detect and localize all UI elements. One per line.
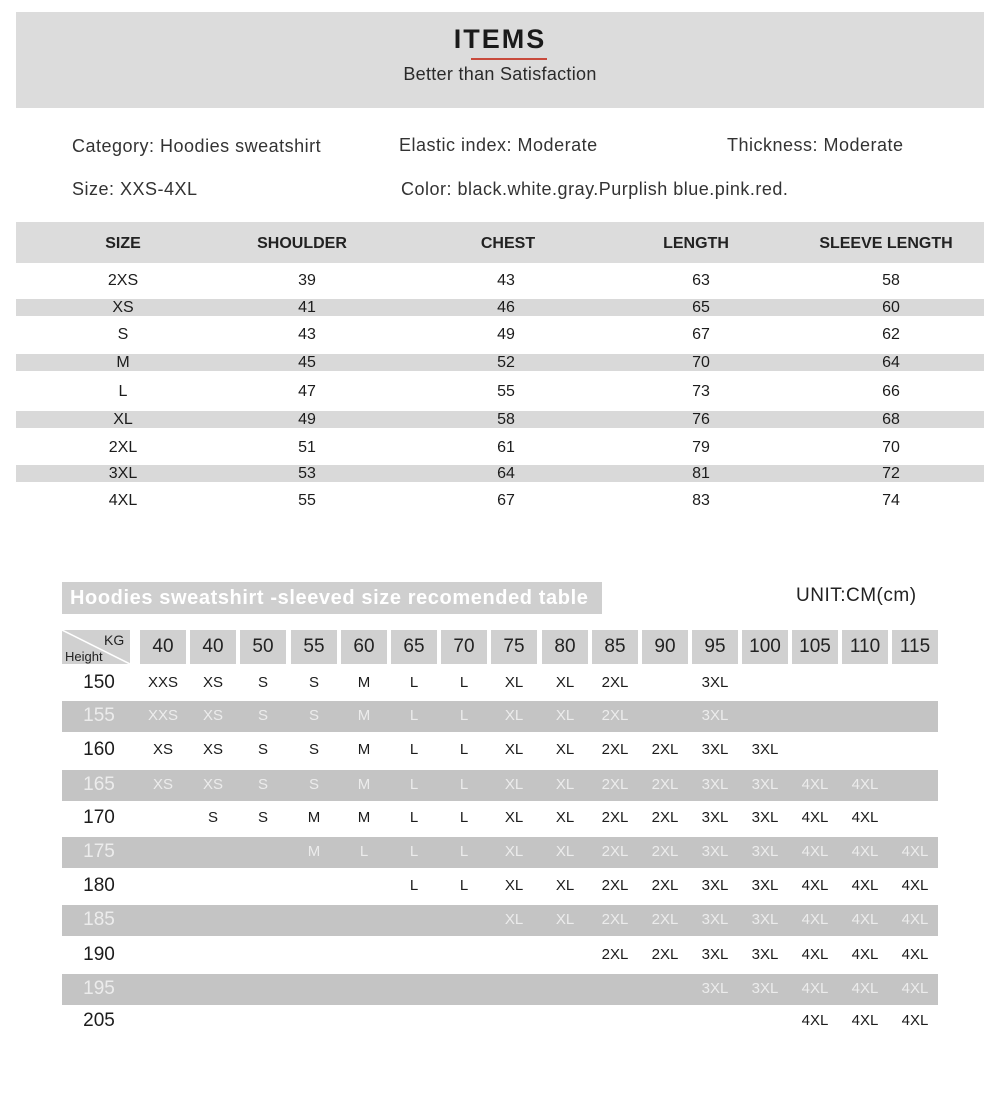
recommend-cell: 3XL [751,946,779,963]
recommend-cell: 4XL [851,1012,879,1029]
recommend-cell: XL [504,776,524,793]
recommend-cell: 3XL [751,911,779,928]
size-chart-cell: 63 [692,272,710,289]
recommend-cell: XS [202,707,223,724]
weight-header-cell: 80 [542,630,588,664]
height-cell: 175 [83,841,115,862]
weight-header-cell: 95 [692,630,738,664]
weight-header-cell: 40 [140,630,186,664]
recommend-cell: 3XL [701,946,729,963]
size-chart-cell: 2XS [107,272,139,289]
recommend-cell: 2XL [601,946,629,963]
page-title: ITEMS [453,24,547,54]
size-chart-cell: 41 [298,299,316,316]
recommend-cell: L [459,843,469,860]
size-chart-cell: S [117,326,129,343]
recommend-cell: M [357,707,371,724]
recommend-cell: 3XL [751,843,779,860]
size-chart-cell: 4XL [108,492,138,509]
size-chart-cell: 58 [882,272,900,289]
recommend-cell: L [409,707,419,724]
recommend-cell: L [359,843,369,860]
size-chart-cell: 62 [882,326,900,343]
recommend-cell: M [357,674,371,691]
info-color: Color: black.white.gray.Purplish blue.pink.red. [401,179,789,199]
kg-label: KG [104,632,125,648]
recommend-cell: L [459,741,469,758]
weight-header-cell: 105 [792,630,838,664]
size-chart-header-sleeve: SLEEVE LENGTH [819,235,953,252]
size-chart-cell: 61 [497,439,515,456]
size-chart-cell: 79 [692,439,710,456]
height-label: Height [65,649,103,664]
recommend-cell: 3XL [701,843,729,860]
recommend-cell: XS [152,741,173,758]
unit-label: UNIT:CM(cm) [796,585,917,606]
recommend-cell: L [409,741,419,758]
info-elastic: Elastic index: Moderate [399,135,598,155]
recommend-cell: S [207,809,218,826]
height-cell: 165 [83,774,115,795]
recommend-cell: S [257,674,268,691]
recommend-cell: XL [555,741,575,758]
weight-header-cell: 60 [341,630,387,664]
recommend-cell: XL [504,877,524,894]
size-chart-cell: 73 [692,383,710,400]
recommend-cell: L [459,776,469,793]
size-chart-cell: 67 [692,326,710,343]
size-chart-cell: 39 [298,272,316,289]
recommend-cell: XL [504,707,524,724]
recommend-cell: 4XL [901,980,929,997]
size-chart-cell: 53 [298,465,316,482]
recommend-cell: 2XL [601,911,629,928]
height-cell: 155 [83,705,115,726]
header-banner [16,12,984,108]
recommend-cell: S [257,707,268,724]
size-chart-cell: 64 [882,354,900,371]
weight-header-cell: 50 [240,630,286,664]
recommend-cell: 4XL [801,809,829,826]
recommend-cell: S [257,776,268,793]
recommend-cell: 4XL [851,843,879,860]
recommend-cell: 4XL [901,911,929,928]
recommend-cell: XL [555,707,575,724]
recommend-cell: XL [555,776,575,793]
recommend-cell: 4XL [901,877,929,894]
recommend-cell: L [409,674,419,691]
size-chart-cell: 55 [298,492,316,509]
recommend-cell: 4XL [801,843,829,860]
recommend-cell: S [308,776,319,793]
size-chart-cell: 46 [497,299,515,316]
recommend-cell: 2XL [601,674,629,691]
size-chart-cell: 67 [497,492,515,509]
recommend-cell: 4XL [901,843,929,860]
size-chart-cell: 65 [692,299,710,316]
height-cell: 160 [83,739,115,760]
recommend-cell: 4XL [801,877,829,894]
recommend-cell: 3XL [701,776,729,793]
recommend-cell: L [459,877,469,894]
recommend-cell: 4XL [851,776,879,793]
recommend-cell: 2XL [651,843,679,860]
height-cell: 180 [83,875,115,896]
recommend-cell: XL [555,809,575,826]
weight-header-cell: 90 [642,630,688,664]
page-subtitle: Better than Satisfaction [403,64,597,84]
height-cell: 150 [83,672,115,693]
weight-header-cell: 55 [291,630,337,664]
recommend-cell: S [308,741,319,758]
size-chart-cell: XL [113,411,133,428]
recommend-cell: 2XL [601,776,629,793]
recommend-cell: M [307,843,321,860]
recommend-cell: 2XL [601,877,629,894]
recommend-cell: M [357,741,371,758]
size-chart-cell: 49 [298,411,316,428]
recommend-cell: 3XL [751,741,779,758]
size-chart-cell: 3XL [108,465,138,482]
size-chart-cell: 70 [882,439,900,456]
recommend-cell: 2XL [651,946,679,963]
recommend-cell: L [409,877,419,894]
recommend-cell: S [257,809,268,826]
recommend-cell: L [459,707,469,724]
recommend-cell: XL [555,911,575,928]
recommend-cell: 3XL [701,674,729,691]
recommend-cell: 3XL [701,741,729,758]
info-thickness: Thickness: Moderate [727,135,904,155]
size-chart-cell: 51 [298,439,316,456]
size-chart-cell: 49 [497,326,515,343]
recommend-cell: 4XL [901,946,929,963]
recommend-cell: XL [504,843,524,860]
recommend-cell: S [308,674,319,691]
size-chart-cell: 74 [882,492,900,509]
recommend-cell: 3XL [701,809,729,826]
size-chart-header-size: SIZE [105,235,141,252]
size-chart-cell: 55 [497,383,515,400]
height-cell: 195 [83,978,115,999]
recommend-cell: 2XL [601,707,629,724]
recommend-cell: XL [504,741,524,758]
size-chart-cell: 76 [692,411,710,428]
size-chart-cell: 58 [497,411,515,428]
recommend-cell: XS [152,776,173,793]
recommend-cell: M [307,809,321,826]
recommend-cell: 4XL [801,911,829,928]
size-chart-header-chest: CHEST [480,235,536,252]
size-chart-cell: 68 [882,411,900,428]
recommend-cell: 2XL [651,911,679,928]
height-cell: 190 [83,944,115,965]
height-cell: 185 [83,909,115,930]
recommend-cell: 2XL [651,741,679,758]
recommend-cell: M [357,776,371,793]
size-chart-cell: 52 [497,354,515,371]
size-chart-header-length: LENGTH [663,235,729,252]
recommend-cell: M [357,809,371,826]
recommend-cell: XL [555,843,575,860]
recommend-cell: 2XL [601,741,629,758]
size-chart-cell: 66 [882,383,900,400]
recommend-cell: S [257,741,268,758]
recommend-cell: 2XL [651,809,679,826]
recommend-cell: 2XL [651,776,679,793]
recommend-cell: 3XL [701,707,729,724]
recommend-cell: L [409,776,419,793]
weight-header-cell: 65 [391,630,437,664]
recommend-cell: XL [504,911,524,928]
weight-header-cell: 75 [491,630,537,664]
recommend-cell: 4XL [901,1012,929,1029]
size-chart-cell: 64 [497,465,515,482]
recommend-cell: 3XL [701,911,729,928]
size-chart-cell: 45 [298,354,316,371]
height-cell: 205 [83,1010,115,1031]
size-chart-cell: XS [112,299,134,316]
weight-header-cell: 70 [441,630,487,664]
size-chart-cell: 47 [298,383,316,400]
recommend-cell: 3XL [751,980,779,997]
recommend-cell: 2XL [601,809,629,826]
size-chart-cell: 81 [692,465,710,482]
recommend-cell: XL [555,877,575,894]
size-chart-cell: M [116,354,130,371]
recommend-cell: 3XL [701,877,729,894]
recommend-cell: XS [202,776,223,793]
recommend-cell: 3XL [701,980,729,997]
recommend-cell: XS [202,741,223,758]
recommend-cell: XL [504,674,524,691]
size-chart-cell: 43 [497,272,515,289]
recommend-cell: 3XL [751,877,779,894]
size-chart-header-shoulder: SHOULDER [257,235,347,252]
recommend-cell: XL [555,674,575,691]
weight-header-cell: 85 [592,630,638,664]
recommend-cell: 3XL [751,776,779,793]
recommend-cell: L [409,809,419,826]
size-chart-cell: L [118,383,128,400]
recommend-cell: 4XL [851,911,879,928]
recommend-title: Hoodies sweatshirt -sleeved size recomended table [70,587,589,609]
height-cell: 170 [83,807,115,828]
recommend-cell: 3XL [751,809,779,826]
size-chart-cell: 60 [882,299,900,316]
recommend-cell: 4XL [801,980,829,997]
recommend-cell: 4XL [801,946,829,963]
recommend-cell: 2XL [651,877,679,894]
recommend-cell: 4XL [801,776,829,793]
size-chart-cell: 70 [692,354,710,371]
size-chart-cell: 83 [692,492,710,509]
info-size: Size: XXS-4XL [72,179,198,199]
recommend-cell: L [459,674,469,691]
recommend-cell: XXS [147,674,178,691]
recommend-cell: XL [504,809,524,826]
size-chart-cell: 2XL [108,439,138,456]
recommend-cell: L [459,809,469,826]
recommend-cell: 4XL [801,1012,829,1029]
recommend-cell: S [308,707,319,724]
weight-header-cell: 110 [842,630,888,664]
size-chart-cell: 43 [298,326,316,343]
recommend-cell: XS [202,674,223,691]
recommend-cell: 4XL [851,946,879,963]
weight-header-cell: 100 [742,630,788,664]
title-underline [471,58,547,60]
recommend-cell: L [409,843,419,860]
info-category: Category: Hoodies sweatshirt [72,136,322,156]
recommend-cell: 4XL [851,877,879,894]
recommend-cell: 2XL [601,843,629,860]
recommend-cell: 4XL [851,809,879,826]
weight-header-cell: 115 [892,630,938,664]
weight-header-cell: 40 [190,630,236,664]
recommend-cell: 4XL [851,980,879,997]
recommend-cell: XXS [147,707,178,724]
size-chart-cell: 72 [882,465,900,482]
